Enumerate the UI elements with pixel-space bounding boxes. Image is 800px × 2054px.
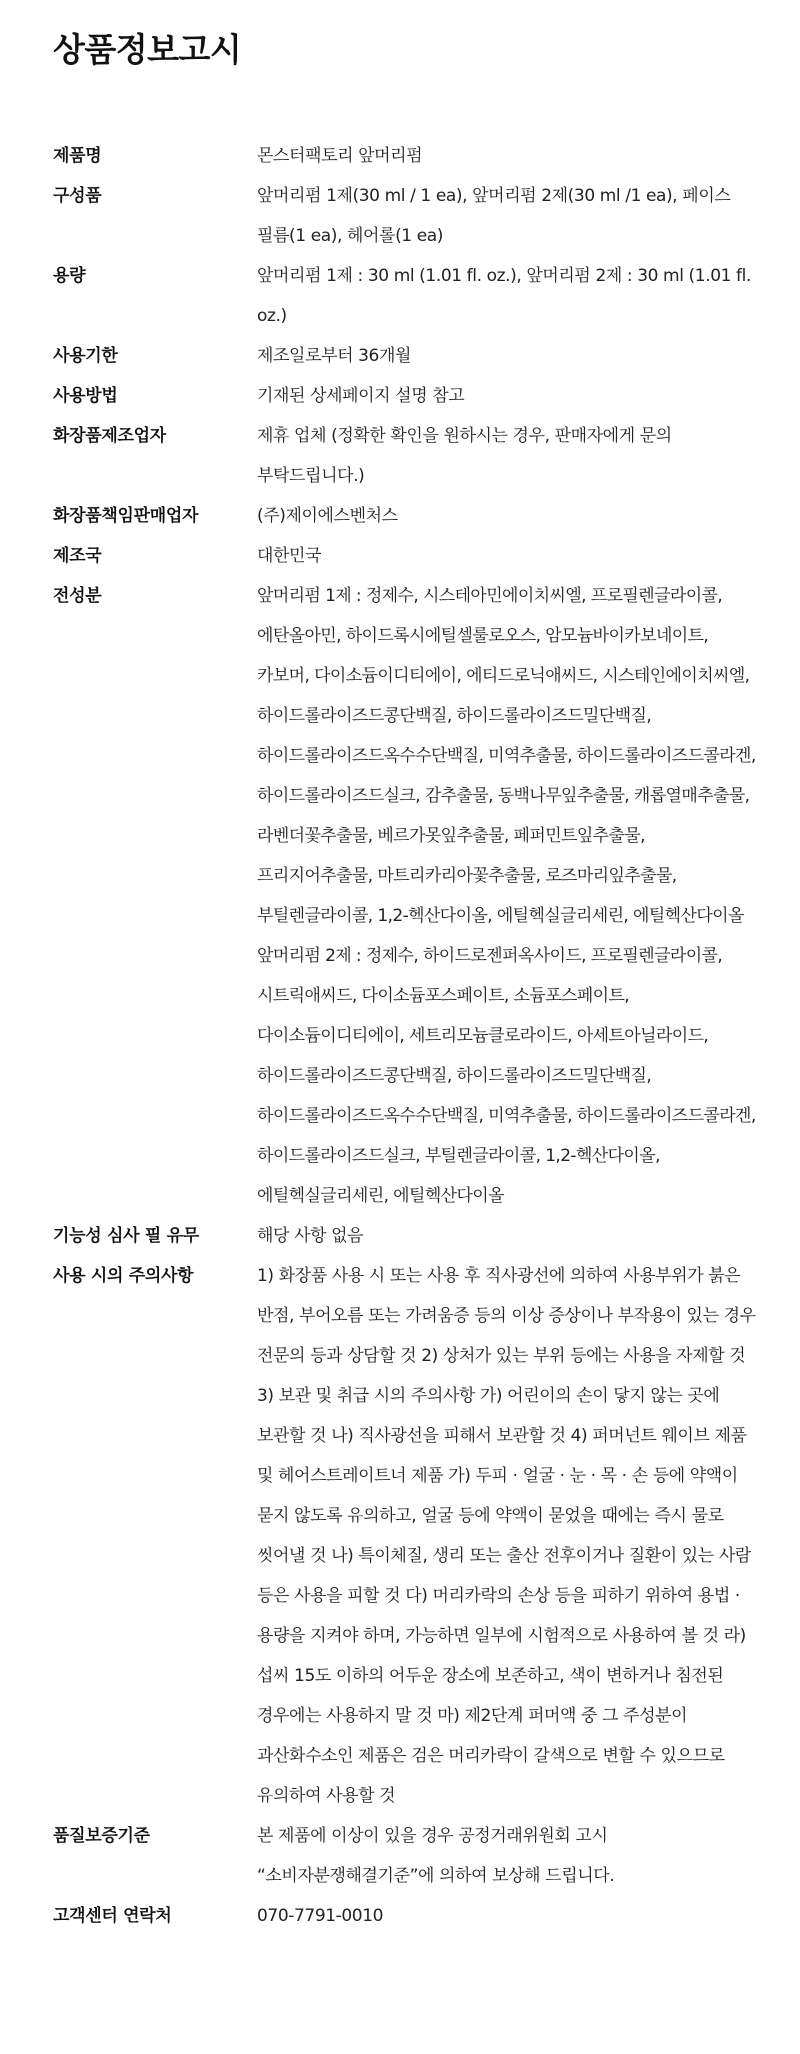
label-functional-review: 기능성 심사 필 유무 — [53, 1226, 199, 1246]
label-quality-warranty: 품질보증기준 — [53, 1826, 150, 1846]
value-product-name: 몬스터팩토리 앞머리펌 — [257, 146, 423, 166]
value-components: 앞머리펌 1제(30 ml / 1 ea), 앞머리펌 2제(30 ml /1 ea), 페이스 필름(1 ea), 헤어롤(1 ea) — [257, 186, 731, 246]
row-country — [53, 536, 763, 576]
row-usage — [53, 376, 763, 416]
value-ingredients: 앞머리펌 1제 : 정제수, 시스테아민에이치씨엘, 프로필렌글라이콜, 에탄올아민, 하이드록시에틸셀룰로오스, 암모늄바이카보네이트, 카보머, 다이소듐이디티에이, 에티드로닉애씨드, 시스테인에이치씨엘, 하이드롤라이즈드콩단백질, 하이드롤라이즈드밀단백질, 하이드롤라이즈드옥수수단백질, 미역추출물, 하이드롤라이즈드콜라겐, 하이드롤라이즈드실크, 감추출물, 동백나무잎추출물, 캐롭열매추출물, 라벤더꽃추출물, 베르가못잎추출물, 페퍼민트잎추출물, 프리지어추출물, 마트리카리아꽃추출물, 로즈마리잎추출물, 부틸렌글라이콜, 1,2-헥산다이올, 에틸헥실글리세린, 에틸헥산다이올 앞머리펌 2제 : 정제수, 하이드로젠퍼옥사이드, 프로필렌글라이콜, 시트릭애씨드, 다이소듐포스페이트, 소듐포스페이트, 다이소듐이디티에이, 세트리모늄클로라이드, 아세트아닐라이드, 하이드롤라이즈드콩단백질, 하이드롤라이즈드밀단백질, 하이드롤라이즈드옥수수단백질, 미역추출물, 하이드롤라이즈드콜라겐, 하이드롤라이즈드실크, 부틸렌글라이콜, 1,2-헥산다이올, 에틸헥실글리세린, 에틸헥산다이올 — [257, 586, 756, 1206]
row-volume — [53, 256, 763, 336]
label-country: 제조국 — [53, 546, 102, 566]
row-expiration — [53, 336, 763, 376]
value-expiration: 제조일로부터 36개월 — [257, 346, 412, 366]
row-components — [53, 176, 763, 256]
value-customer-center: 070-7791-0010 — [257, 1906, 384, 1926]
label-distributor: 화장품책임판매업자 — [53, 506, 199, 526]
value-usage: 기재된 상세페이지 설명 참고 — [257, 386, 465, 406]
label-usage: 사용방법 — [53, 386, 118, 406]
row-functional-review — [53, 1216, 763, 1256]
value-functional-review: 해당 사항 없음 — [257, 1226, 364, 1246]
row-manufacturer — [53, 416, 763, 496]
info-table — [53, 136, 763, 1936]
row-ingredients — [53, 576, 763, 1216]
value-country: 대한민국 — [257, 546, 322, 566]
row-distributor — [53, 496, 763, 536]
row-quality-warranty — [53, 1816, 763, 1896]
value-manufacturer: 제휴 업체 (정확한 확인을 원하시는 경우, 판매자에게 문의 부탁드립니다.) — [257, 426, 672, 486]
label-components: 구성품 — [53, 186, 102, 206]
row-precautions — [53, 1256, 763, 1816]
label-expiration: 사용기한 — [53, 346, 118, 366]
label-manufacturer: 화장품제조업자 — [53, 426, 166, 446]
label-product-name: 제품명 — [53, 146, 102, 166]
label-precautions: 사용 시의 주의사항 — [53, 1266, 194, 1286]
page-title: 상품정보고시 — [53, 30, 242, 69]
row-product-name — [53, 136, 763, 176]
label-volume: 용량 — [53, 266, 86, 286]
value-volume: 앞머리펌 1제 : 30 ml (1.01 fl. oz.), 앞머리펌 2제 : 30 ml (1.01 fl. oz.) — [257, 266, 751, 326]
label-customer-center: 고객센터 연락처 — [53, 1906, 172, 1926]
value-distributor: (주)제이에스벤처스 — [257, 506, 398, 526]
label-ingredients: 전성분 — [53, 586, 102, 606]
value-quality-warranty: 본 제품에 이상이 있을 경우 공정거래위원회 고시 “소비자분쟁해결기준”에 의하여 보상해 드립니다. — [257, 1826, 615, 1886]
value-precautions: 1) 화장품 사용 시 또는 사용 후 직사광선에 의하여 사용부위가 붉은 반점, 부어오름 또는 가려움증 등의 이상 증상이나 부작용이 있는 경우 전문의 등과 상담할 것 2) 상처가 있는 부위 등에는 사용을 자제할 것 3) 보관 및 취급 시의 주의사항 가) 어린이의 손이 닿지 않는 곳에 보관할 것 나) 직사광선을 피해서 보관할 것 4) 퍼머넌트 웨이브 제품 및 헤어스트레이트너 제품 가) 두피 · 얼굴 · 눈 · 목 · 손 등에 약액이 묻지 않도록 유의하고, 얼굴 등에 약액이 묻었을 때에는 즉시 물로 씻어낼 것 나) 특이체질, 생리 또는 출산 전후이거나 질환이 있는 사람 등은 사용을 피할 것 다) 머리카락의 손상 등을 피하기 위하여 용법 · 용량을 지켜야 하며, 가능하면 일부에 시험적으로 사용하여 볼 것 라) 섭씨 15도 이하의 어두운 장소에 보존하고, 색이 변하거나 침전된 경우에는 사용하지 말 것 마) 제2단계 퍼머액 중 그 주성분이 과산화수소인 제품은 검은 머리카락이 갈색으로 변할 수 있으므로 유의하여 사용할 것 — [257, 1266, 756, 1806]
row-customer-center — [53, 1896, 763, 1936]
